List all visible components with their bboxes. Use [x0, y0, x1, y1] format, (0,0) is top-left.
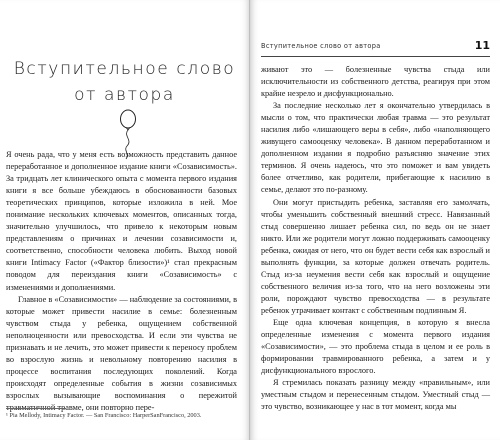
- page-number: 11: [474, 39, 490, 52]
- paragraph: Я стремилась показать разницу между «правильным», или уместным стыдом и перенесенным стыдом. Уместный стыд — это чувство, возникающее у нас в тот момент, когда мы: [261, 378, 490, 412]
- chapter-title-line2: от автора: [74, 85, 175, 105]
- left-body-text: [6, 149, 237, 414]
- paragraph: Они могут пристыдить ребенка, заставляя его замолчать, чтобы уменьшить собственный внешний стресс. Навязанный стыд совершенно лишает ребенка сил, по ведь он не знает никто. Или же родители могут ложно поддерживать самооценку ребенка, ожидая от него, что он будет вести себя как взрослый и выполнять функции, за которые должен отвечать родитель. Стыд из-за неумения вести себя как взрослый и ощущение собственного величия из-за того, что на него возложены эти роли, порождают чувство превосходства — в результате ребенок утрачивает контакт с собственным подлинным Я.: [261, 197, 490, 315]
- footnote-divider: [6, 408, 66, 409]
- footnote: ¹ Pia Mellody, Intimacy Factor. — San Francisco: HarperSanFrancisco, 2003.: [6, 412, 202, 419]
- right-body-text: [261, 64, 490, 413]
- paragraph: Еще одна ключевая концепция, в которую я внесла определенные изменения с момента первого издания «Созависимости», — это проблема стыда в целом и ее роль в формировании травмированного ребенка, а затем и у дисфункционального взрослого.: [261, 317, 490, 376]
- running-title: Вступительное слово от автора: [261, 42, 381, 50]
- paragraph: Главное в «Созависимости» — наблюдение за состояниями, в которые может привести насилие в семье: болезненным чувством стыда у ребенка, ощущением собственной неполноценности или превосходства. И если эти чувства не признавать и не лечить, это может привести к переносу проблем во взрослую жизнь и невольному повторению насилия в процессе воспитания последующих поколений. Когда происходят определенные события в жизни созависимых взрослых вызывающие воспоминания о пережитой травматичной травме, они повторно пере-: [6, 294, 237, 412]
- paragraph: За последние несколько лет я окончательно утвердилась в мысли о том, что практически любая травма — это результат насилия либо «лишающего веры в себя», либо «наполняющего живущего самооценку человека». В данном переработанном и дополненном издании я подробно разъясняю значение этих терминов. Я очень надеюсь, что это поможет и вам увидеть более отчетливо, как родители, прибегающие к насилию в семье, делают это по-разному.: [261, 101, 490, 195]
- right-page: [251, 0, 500, 440]
- paragraph: Я очень рада, что у меня есть возможность представить данное переработанное и дополненное издание книги «Созависимость». За тридцать лет клинического опыта с момента первого издания книги я все больше убеждаюсь в обоснованности базовых теоретических принципов, которые изложила в ней. Мое понимание нескольких ключевых моментов, описанных тогда, значительно улучшилось, что привело к некоторым новым представлениям о причинах и лечении созависимости и, соответственно, способности человека любить. Выход новой книги Intimacy Factor («Фактор близости»)¹ стал прекрасным поводом для переиздания книги «Созависимость» с изменениями и дополнениями.: [6, 150, 237, 292]
- paragraph: живают это — болезненные чувства стыда или исключительности из собственного детства, реагируя при этом крайне незрело и дисфункционально.: [261, 65, 490, 99]
- running-header: [261, 40, 490, 57]
- chapter-title: [0, 56, 249, 108]
- chapter-title-line1: Вступительное слово: [13, 59, 236, 79]
